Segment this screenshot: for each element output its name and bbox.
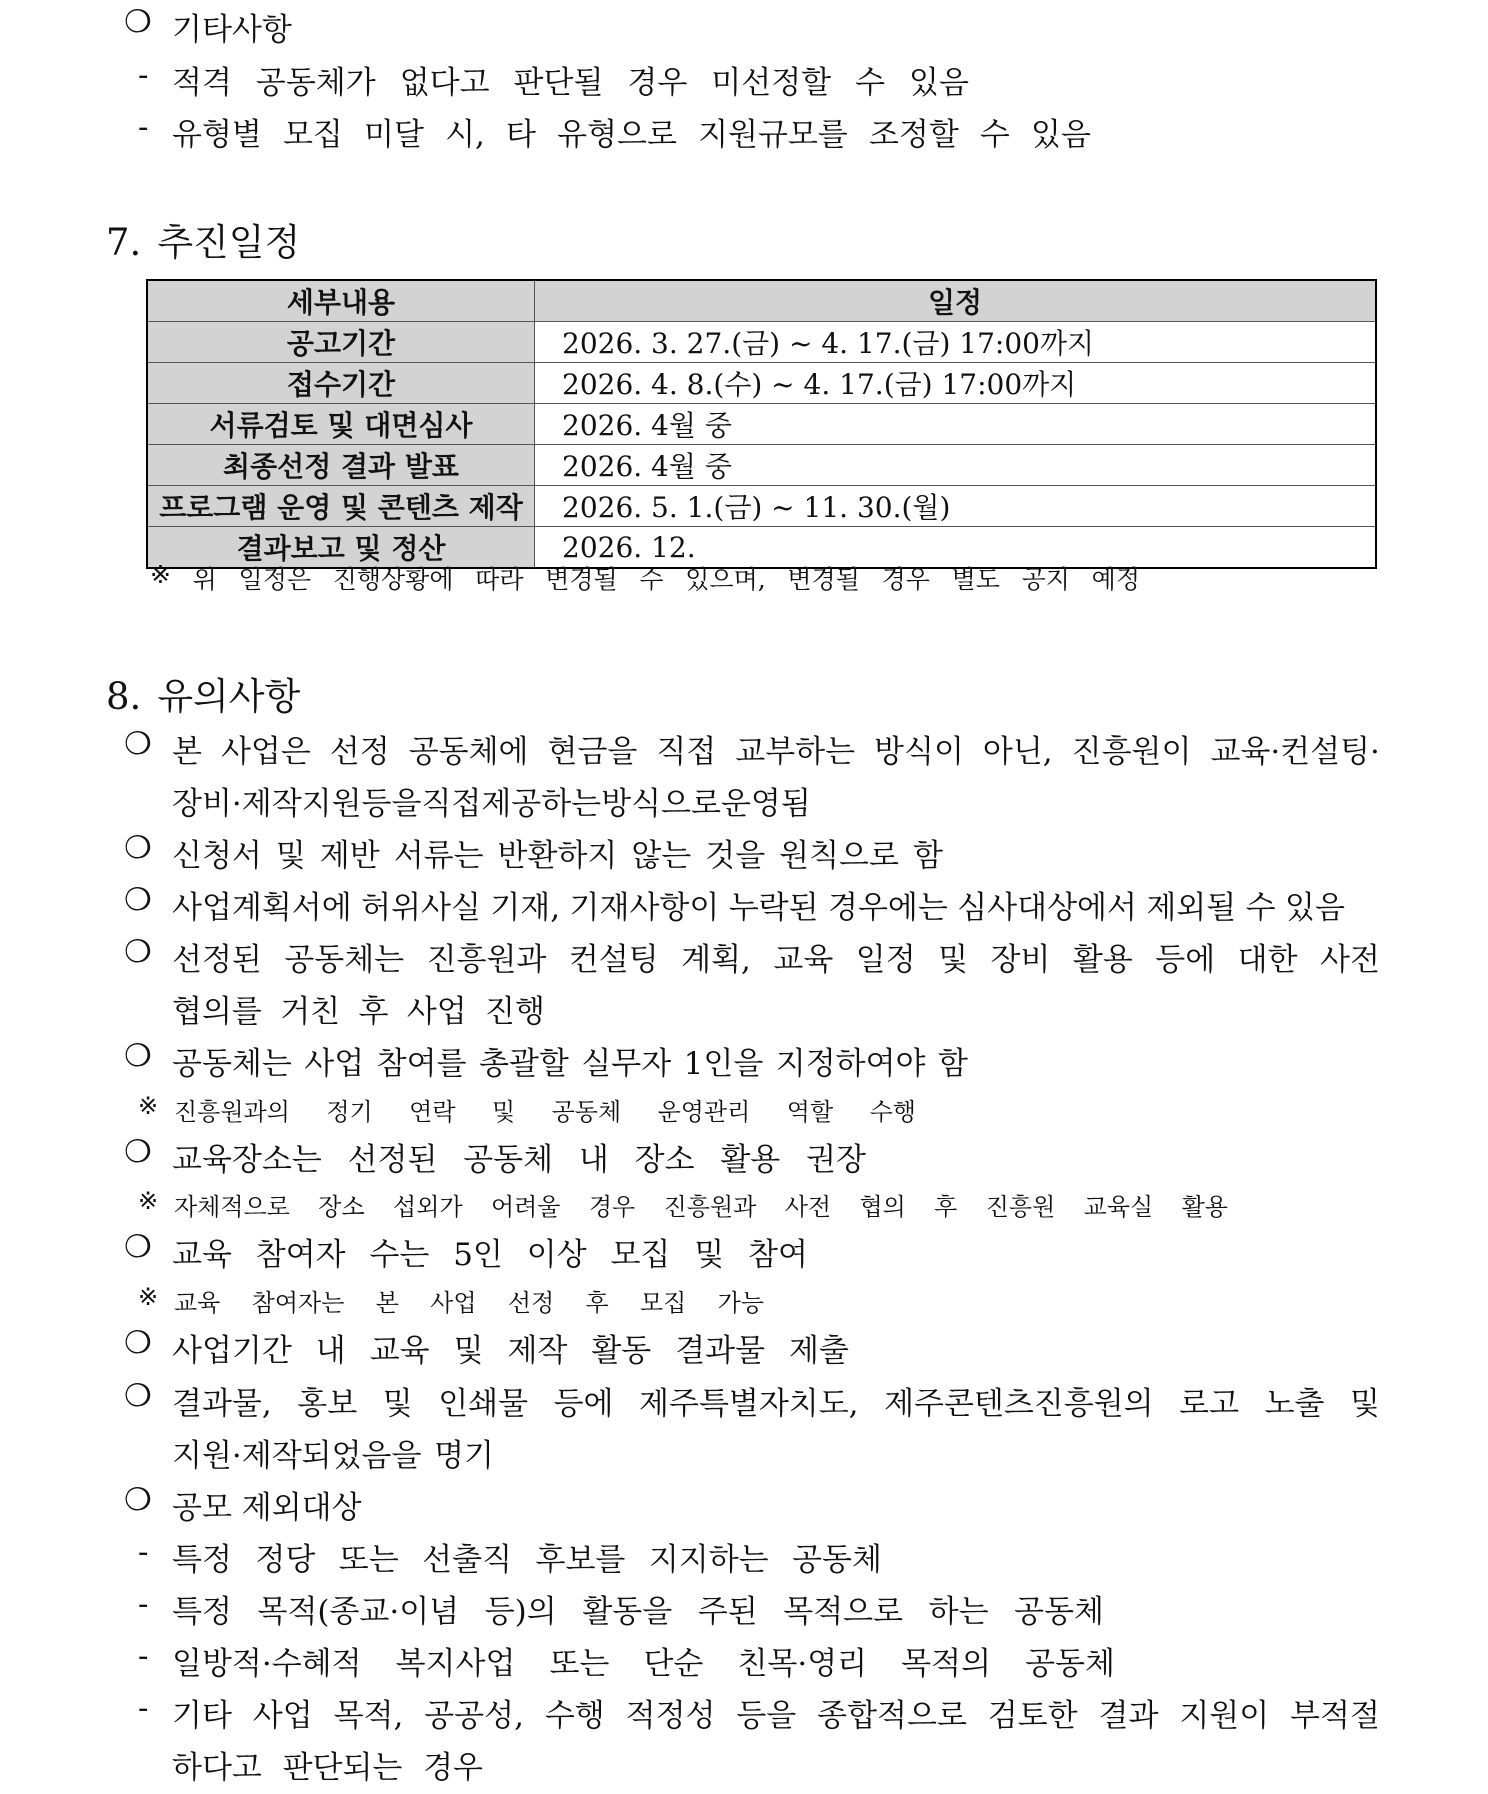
circle-bullet-icon: ❍ <box>124 830 152 866</box>
misc-item-text: 유형별 모집 미달 시, 타 유형으로 지원규모를 조정할 수 있음 <box>172 117 1091 153</box>
table-row <box>147 486 1376 527</box>
list-item-text: 사업기간 내 교육 및 제작 활동 결과물 제출 <box>172 1333 849 1369</box>
list-item-text: 본 사업은 선정 공동체에 현금을 직접 교부하는 방식이 아닌, 진흥원이 교육·컨설팅· <box>172 734 1380 770</box>
schedule-header-date: 일정 <box>535 280 1377 322</box>
schedule-label: 최종선정 결과 발표 <box>147 445 535 486</box>
dash-bullet-icon: - <box>138 1534 149 1570</box>
list-item-text: 장비·제작지원 등을 직접 제공하는 방식으로 운영됨 <box>172 786 811 822</box>
circle-bullet-icon: ❍ <box>124 1325 152 1361</box>
list-item-text: 공모 제외대상 <box>172 1490 362 1526</box>
schedule-value: 2026. 4. 8.(수) ~ 4. 17.(금) 17:00까지 <box>535 363 1377 404</box>
schedule-value: 2026. 3. 27.(금) ~ 4. 17.(금) 17:00까지 <box>535 322 1377 363</box>
schedule-label: 공고기간 <box>147 322 535 363</box>
misc-title: 기타사항 <box>172 12 292 48</box>
circle-bullet-icon: ❍ <box>124 1482 152 1518</box>
list-item-text: 자체적으로 장소 섭외가 어려울 경우 진흥원과 사전 협의 후 진흥원 교육실 활용 <box>174 1193 1228 1221</box>
list-item-text: 특정 목적(종교·이념 등)의 활동을 주된 목적으로 하는 공동체 <box>172 1594 1104 1630</box>
schedule-label: 결과보고 및 정산 <box>147 527 535 569</box>
schedule-value: 2026. 12. <box>535 527 1377 569</box>
circle-bullet-icon: ❍ <box>124 882 152 918</box>
table-row <box>147 404 1376 445</box>
list-item-text: 기타 사업 목적, 공공성, 수행 적정성 등을 종합적으로 검토한 결과 지원이 부적절 <box>172 1698 1380 1734</box>
section7-heading <box>106 212 300 266</box>
dash-bullet-icon: - <box>138 109 149 145</box>
list-item-text: 선정된 공동체는 진흥원과 컨설팅 계획, 교육 일정 및 장비 활용 등에 대한 사전 <box>172 942 1380 978</box>
list-item-text: 지원·제작되었음을 명기 <box>172 1438 494 1474</box>
reference-mark-icon: ※ <box>138 1283 159 1311</box>
list-item-text: 사업계획서에 허위사실 기재, 기재사항이 누락된 경우에는 심사대상에서 제외될 수 있음 <box>172 890 1345 926</box>
dash-bullet-icon: - <box>138 1638 149 1674</box>
list-item-text: 특정 정당 또는 선출직 후보를 지지하는 공동체 <box>172 1542 882 1578</box>
list-item-text: 교육 참여자 수는 5인 이상 모집 및 참여 <box>172 1237 808 1273</box>
reference-mark-icon: ※ <box>138 1092 159 1120</box>
circle-bullet-icon: ❍ <box>124 1229 152 1265</box>
table-row <box>147 322 1376 363</box>
section7-number: 7. <box>106 221 142 264</box>
dash-bullet-icon: - <box>138 1690 149 1726</box>
schedule-label: 접수기간 <box>147 363 535 404</box>
circle-bullet-icon: ❍ <box>124 1038 152 1074</box>
circle-bullet-icon: ❍ <box>124 4 152 40</box>
list-item-text: 공동체는 사업 참여를 총괄할 실무자 1인을 지정하여야 함 <box>172 1046 968 1082</box>
list-item-text: 하다고 판단되는 경우 <box>172 1750 483 1786</box>
schedule-table <box>146 279 1377 569</box>
dash-bullet-icon: - <box>138 57 149 93</box>
dash-bullet-icon: - <box>138 1586 149 1622</box>
list-item-text: 결과물, 홍보 및 인쇄물 등에 제주특별자치도, 제주콘텐츠진흥원의 로고 노출 및 <box>172 1386 1380 1422</box>
circle-bullet-icon: ❍ <box>124 1134 152 1170</box>
misc-item-text: 적격 공동체가 없다고 판단될 경우 미선정할 수 있음 <box>172 65 969 101</box>
section8-title: 유의사항 <box>157 675 301 718</box>
section7-title: 추진일정 <box>157 221 301 264</box>
schedule-label: 프로그램 운영 및 콘텐츠 제작 <box>147 486 535 527</box>
schedule-header-detail: 세부내용 <box>147 280 535 322</box>
schedule-label: 서류검토 및 대면심사 <box>147 404 535 445</box>
circle-bullet-icon: ❍ <box>124 934 152 970</box>
list-item-text: 진흥원과의 정기 연락 및 공동체 운영관리 역할 수행 <box>174 1098 916 1126</box>
list-item-text: 신청서 및 제반 서류는 반환하지 않는 것을 원칙으로 함 <box>172 838 943 874</box>
schedule-note: ※ 위 일정은 진행상황에 따라 변경될 수 있으며, 변경될 경우 별도 공지 예정 <box>150 560 1140 594</box>
list-item-text: 교육장소는 선정된 공동체 내 장소 활용 권장 <box>172 1142 866 1178</box>
table-row <box>147 445 1376 486</box>
section8-number: 8. <box>106 675 142 718</box>
circle-bullet-icon: ❍ <box>124 726 152 762</box>
schedule-value: 2026. 5. 1.(금) ~ 11. 30.(월) <box>535 486 1377 527</box>
list-item-text: 일방적·수혜적 복지사업 또는 단순 친목·영리 목적의 공동체 <box>172 1646 1115 1682</box>
schedule-value: 2026. 4월 중 <box>535 445 1377 486</box>
circle-bullet-icon: ❍ <box>124 1378 152 1414</box>
list-item-text: 협의를 거친 후 사업 진행 <box>172 994 545 1030</box>
section8-heading <box>106 666 300 720</box>
schedule-header-row <box>147 280 1376 322</box>
table-row <box>147 363 1376 404</box>
reference-mark-icon: ※ <box>138 1187 159 1215</box>
schedule-value: 2026. 4월 중 <box>535 404 1377 445</box>
list-item-text: 교육 참여자는 본 사업 선정 후 모집 가능 <box>174 1289 764 1317</box>
